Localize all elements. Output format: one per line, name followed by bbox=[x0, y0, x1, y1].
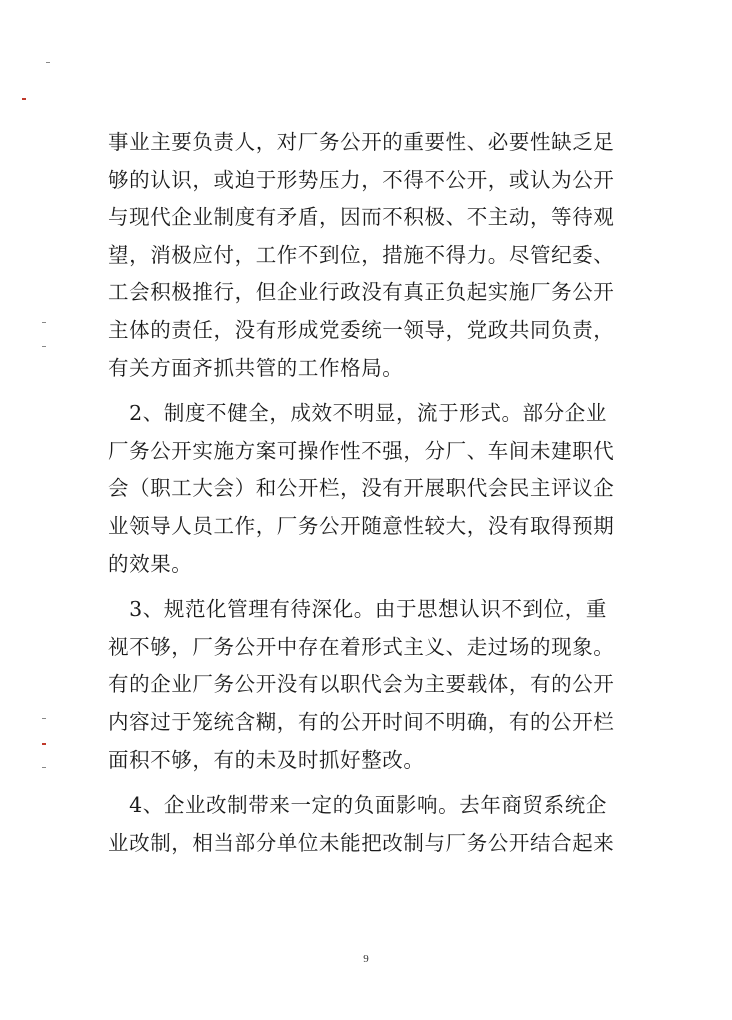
scan-mark bbox=[42, 718, 46, 719]
text-line: 工会积极推行，但企业行政没有真正负起实施厂务公开 bbox=[108, 280, 615, 305]
scan-mark bbox=[22, 98, 26, 100]
text-line: 厂务公开实施方案可操作性不强，分厂、车间未建职代 bbox=[108, 438, 615, 463]
text-line: 望，消极应付，工作不到位，措施不得力。尽管纪委、 bbox=[108, 242, 615, 267]
text-line: 够的认识，或迫于形势压力，不得不公开，或认为公开 bbox=[108, 167, 615, 192]
text-line: 的效果。 bbox=[108, 551, 193, 576]
text-line: 面积不够，有的未及时抓好整改。 bbox=[108, 747, 425, 772]
paragraph-3 bbox=[108, 591, 636, 779]
text-line: 事业主要负责人，对厂务公开的重要性、必要性缺乏足 bbox=[108, 130, 615, 154]
text-line: 3、规范化管理有待深化。由于思想认识不到位，重 bbox=[108, 597, 607, 622]
paragraph-1 bbox=[108, 124, 636, 387]
text-line: 2、制度不健全，成效不明显，流于形式。部分企业 bbox=[108, 401, 607, 426]
scan-mark bbox=[42, 346, 46, 347]
body-text bbox=[108, 124, 636, 862]
paragraph-2 bbox=[108, 395, 636, 583]
scan-mark bbox=[42, 767, 46, 768]
text-line: 4、企业改制带来一定的负面影响。去年商贸系统企 bbox=[108, 793, 607, 818]
text-line: 有的企业厂务公开没有以职代会为主要载体，有的公开 bbox=[108, 672, 615, 697]
text-line: 内容过于笼统含糊，有的公开时间不明确，有的公开栏 bbox=[108, 709, 615, 734]
scan-mark bbox=[46, 62, 50, 63]
paragraph-4 bbox=[108, 787, 636, 862]
text-line: 主体的责任，没有形成党委统一领导，党政共同负责， bbox=[108, 317, 615, 342]
text-line: 有关方面齐抓共管的工作格局。 bbox=[108, 355, 404, 380]
scan-mark bbox=[42, 743, 46, 745]
text-line: 业领导人员工作，厂务公开随意性较大，没有取得预期 bbox=[108, 513, 615, 538]
text-line: 业改制，相当部分单位未能把改制与厂务公开结合起来 bbox=[108, 830, 615, 855]
scan-mark bbox=[42, 322, 46, 323]
text-line: 会（职工大会）和公开栏，没有开展职代会民主评议企 bbox=[108, 476, 615, 501]
text-line: 与现代企业制度有矛盾，因而不积极、不主动，等待观 bbox=[108, 205, 615, 230]
page-number: 9 bbox=[363, 953, 369, 965]
text-line: 视不够，厂务公开中存在着形式主义、走过场的现象。 bbox=[108, 634, 615, 659]
